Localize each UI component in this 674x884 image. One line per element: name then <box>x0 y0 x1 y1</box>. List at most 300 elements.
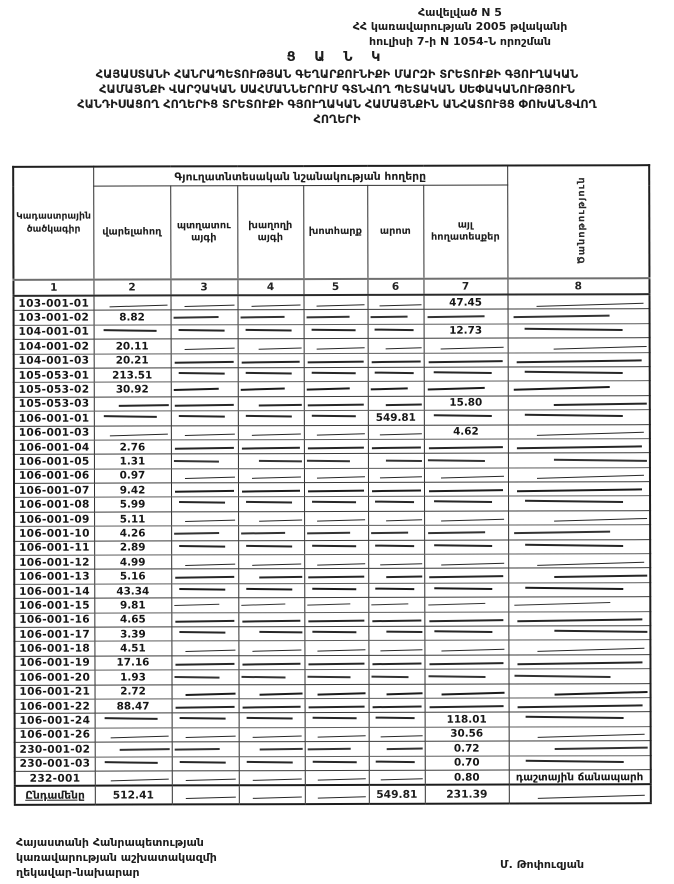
note-cell <box>508 467 650 482</box>
value-cell <box>171 483 238 498</box>
value-cell <box>238 598 304 613</box>
value-cell <box>424 568 508 583</box>
value-cell: 43.34 <box>94 584 171 599</box>
cadastral-code: 106-001-03 <box>14 426 94 441</box>
note-cell: դաշտային ճանապարհ <box>509 770 651 785</box>
value-cell <box>368 367 424 382</box>
cadastral-code: 106-001-24 <box>15 713 95 728</box>
value-cell <box>305 713 369 728</box>
value-cell <box>171 468 238 483</box>
value-cell <box>171 353 238 368</box>
cadastral-code: 106-001-16 <box>14 613 94 628</box>
cadastral-code: 106-001-20 <box>14 670 94 685</box>
other-lands-header: այլ հողատեսքեր <box>423 185 507 279</box>
value-cell <box>368 612 424 627</box>
value-cell <box>305 756 369 771</box>
value-cell <box>368 669 424 684</box>
note-cell <box>508 395 650 410</box>
value-cell <box>171 512 238 527</box>
value-cell <box>369 770 425 785</box>
note-cell <box>509 755 651 770</box>
value-cell: 20.11 <box>94 339 171 354</box>
value-cell <box>368 641 424 656</box>
cadastral-code: 106-001-04 <box>14 440 94 455</box>
total-pasture: 549.81 <box>369 785 425 804</box>
value-cell <box>171 325 238 340</box>
cadastral-code: 106-001-09 <box>14 512 94 527</box>
value-cell <box>304 439 368 454</box>
value-cell <box>368 597 424 612</box>
value-cell <box>304 411 368 426</box>
value-cell <box>95 771 172 786</box>
value-cell: 549.81 <box>368 410 424 425</box>
value-cell <box>304 310 368 325</box>
value-cell <box>238 310 304 325</box>
land-transfer-table <box>12 164 652 806</box>
note-cell <box>509 712 651 727</box>
value-cell <box>239 713 305 728</box>
value-cell <box>305 698 369 713</box>
value-cell <box>305 684 369 699</box>
value-cell <box>424 626 508 641</box>
signatory-line: կառավարության աշխատակազմի <box>16 850 217 864</box>
value-cell <box>368 468 424 483</box>
note-cell <box>509 726 651 741</box>
value-cell <box>304 367 368 382</box>
note-cell <box>509 669 651 684</box>
note-cell <box>508 309 650 324</box>
value-cell <box>368 540 424 555</box>
note-cell <box>508 381 650 396</box>
value-cell <box>368 626 424 641</box>
value-cell <box>304 482 368 497</box>
agricultural-lands-group-header: Գյուղատնտեսական նշանակության հողերը <box>93 166 507 187</box>
value-cell <box>238 295 304 310</box>
value-cell <box>424 367 508 382</box>
value-cell <box>238 555 304 570</box>
annex-line: Հավելված N 5 <box>418 6 502 19</box>
value-cell <box>368 583 424 598</box>
value-cell <box>304 396 368 411</box>
value-cell <box>424 583 508 598</box>
value-cell: 5.99 <box>94 497 171 512</box>
note-cell <box>508 439 650 454</box>
value-cell <box>238 483 304 498</box>
col-number: 2 <box>93 279 170 295</box>
value-cell <box>305 727 369 742</box>
value-cell <box>424 655 508 670</box>
cadastral-code: 232-001 <box>15 771 95 786</box>
value-cell <box>369 713 425 728</box>
value-cell <box>238 526 304 541</box>
value-cell <box>238 382 304 397</box>
value-cell <box>95 713 172 728</box>
col-number: 3 <box>170 279 237 295</box>
value-cell <box>172 771 239 786</box>
value-cell <box>304 554 368 569</box>
value-cell <box>94 295 171 310</box>
value-cell <box>424 482 508 497</box>
value-cell: 20.21 <box>94 353 171 368</box>
value-cell <box>239 727 305 742</box>
value-cell <box>172 727 239 742</box>
cadastral-code: 106-001-21 <box>15 685 95 700</box>
cadastral-code: 104-001-02 <box>14 339 94 354</box>
group-header-row <box>13 165 649 186</box>
signatory-line: Հայաստանի Հանրապետության <box>16 836 204 849</box>
value-cell <box>424 640 508 655</box>
value-cell <box>368 454 424 469</box>
value-cell: 0.80 <box>425 770 509 785</box>
value-cell <box>171 310 238 325</box>
cadastral-code: 106-001-10 <box>14 526 94 541</box>
table-row <box>15 770 651 787</box>
total-note-cell <box>509 784 651 803</box>
column-number-row <box>13 278 649 296</box>
value-cell <box>171 569 238 584</box>
value-cell <box>171 396 238 411</box>
value-cell <box>238 411 304 426</box>
value-cell <box>171 555 238 570</box>
total-other: 231.39 <box>425 785 509 804</box>
hayfield-header: խոտհարք <box>303 185 367 279</box>
signatory-line: ղեկավար-նախարար <box>16 865 140 879</box>
value-cell <box>171 612 238 627</box>
value-cell <box>304 339 368 354</box>
value-cell <box>368 439 424 454</box>
cadastral-code: 103-001-01 <box>14 296 94 311</box>
value-cell <box>424 439 508 454</box>
value-cell <box>238 468 304 483</box>
value-cell <box>304 353 368 368</box>
value-cell <box>425 698 509 713</box>
cadastral-code: 106-001-18 <box>14 641 94 656</box>
value-cell <box>172 742 239 757</box>
value-cell <box>368 482 424 497</box>
cadastral-code: 106-001-05 <box>14 454 94 469</box>
value-cell <box>304 655 368 670</box>
value-cell <box>424 525 508 540</box>
note-cell <box>508 496 650 511</box>
value-cell <box>304 511 368 526</box>
orchard-header: պտղատու այգի <box>170 186 237 280</box>
value-cell <box>238 569 304 584</box>
note-cell <box>508 539 650 554</box>
value-cell <box>368 310 424 325</box>
cadastral-code: 105-053-03 <box>14 397 94 412</box>
value-cell <box>424 453 508 468</box>
value-cell: 12.73 <box>424 324 508 339</box>
value-cell: 9.42 <box>94 483 171 498</box>
note-cell <box>508 597 650 612</box>
total-empty-cell <box>239 785 305 804</box>
value-cell: 15.80 <box>424 396 508 411</box>
note-header-rotated-label: Ծանոթություն <box>576 176 588 264</box>
cadastral-code: 106-001-22 <box>15 699 95 714</box>
note-cell <box>508 424 650 439</box>
arable-header: վարելահող <box>93 186 170 280</box>
annex-line: ՀՀ կառավարության 2005 թվականի <box>352 20 568 34</box>
value-cell <box>238 627 304 642</box>
value-cell <box>171 598 238 613</box>
value-cell <box>95 728 172 743</box>
value-cell: 4.62 <box>424 425 508 440</box>
title-word: Ց Ա Ն Կ <box>286 50 388 65</box>
value-cell <box>171 440 238 455</box>
value-cell <box>304 382 368 397</box>
value-cell <box>304 454 368 469</box>
table-body <box>14 294 651 786</box>
value-cell: 0.70 <box>425 756 509 771</box>
value-cell <box>238 583 304 598</box>
value-cell <box>424 540 508 555</box>
note-cell <box>508 554 650 569</box>
col-number: 1 <box>13 280 93 296</box>
value-cell <box>368 382 424 397</box>
value-cell <box>304 598 368 613</box>
value-cell <box>368 554 424 569</box>
value-cell: 2.76 <box>94 440 171 455</box>
value-cell: 4.51 <box>94 641 171 656</box>
value-cell <box>304 425 368 440</box>
value-cell <box>94 425 171 440</box>
cadastral-code: 106-001-26 <box>15 728 95 743</box>
value-cell <box>239 699 305 714</box>
note-cell <box>509 654 651 669</box>
value-cell <box>238 353 304 368</box>
value-cell <box>239 742 305 757</box>
value-cell: 1.93 <box>94 670 171 685</box>
value-cell <box>369 684 425 699</box>
note-cell <box>508 482 650 497</box>
value-cell <box>369 698 425 713</box>
value-cell <box>305 770 369 785</box>
value-cell <box>94 397 171 412</box>
note-cell <box>508 338 650 353</box>
value-cell <box>369 756 425 771</box>
note-cell <box>509 741 651 756</box>
vineyard-header: խաղողի այգի <box>237 186 303 280</box>
value-cell <box>94 325 171 340</box>
cadastral-code: 106-001-11 <box>14 541 94 556</box>
cadastral-code: 106-001-13 <box>14 570 94 585</box>
note-cell <box>508 525 650 540</box>
value-cell: 1.31 <box>94 454 171 469</box>
cadastral-code: 104-001-01 <box>14 325 94 340</box>
cadastral-code: 106-001-19 <box>14 656 94 671</box>
annex-line: հուլիսի 7-ի N 1054-Ն որոշման <box>369 34 551 48</box>
col-number: 5 <box>303 279 367 295</box>
value-cell <box>171 425 238 440</box>
document-title <box>8 50 666 128</box>
cadastral-code: 106-001-12 <box>14 555 94 570</box>
value-cell <box>172 684 239 699</box>
value-cell <box>171 368 238 383</box>
value-cell <box>171 339 238 354</box>
value-cell <box>95 742 172 757</box>
signature-name: Մ. Թոփուզյան <box>500 858 585 871</box>
value-cell: 5.11 <box>94 512 171 527</box>
cadastral-code: 106-001-17 <box>14 627 94 642</box>
value-cell <box>238 670 304 685</box>
total-empty-cell <box>305 785 369 804</box>
value-cell <box>238 655 304 670</box>
cadastral-code: 106-001-07 <box>14 483 94 498</box>
value-cell: 8.82 <box>94 310 171 325</box>
value-cell <box>424 597 508 612</box>
value-cell <box>368 511 424 526</box>
value-cell: 17.16 <box>94 656 171 671</box>
value-cell <box>304 324 368 339</box>
value-cell <box>95 756 172 771</box>
pasture-header: արոտ <box>367 185 423 279</box>
value-cell: 0.72 <box>425 741 509 756</box>
value-cell <box>304 497 368 512</box>
value-cell <box>369 741 425 756</box>
cadastral-code: 106-001-06 <box>14 469 94 484</box>
value-cell <box>424 554 508 569</box>
value-cell <box>171 641 238 656</box>
note-cell <box>508 367 650 382</box>
col-number: 4 <box>237 279 303 295</box>
value-cell: 47.45 <box>424 295 508 310</box>
value-cell <box>238 439 304 454</box>
value-cell <box>171 497 238 512</box>
value-cell <box>304 569 368 584</box>
note-cell <box>508 323 650 338</box>
value-cell <box>171 670 238 685</box>
value-cell: 4.26 <box>94 526 171 541</box>
title-line: ՀՈՂԵՐԻ <box>313 112 361 126</box>
value-cell <box>238 324 304 339</box>
value-cell: 0.97 <box>94 469 171 484</box>
value-cell: 213.51 <box>94 368 171 383</box>
total-row <box>15 784 651 805</box>
value-cell <box>171 382 238 397</box>
value-cell <box>424 309 508 324</box>
value-cell <box>305 742 369 757</box>
value-cell <box>424 468 508 483</box>
value-cell <box>172 713 239 728</box>
value-cell <box>238 497 304 512</box>
value-cell <box>304 526 368 541</box>
value-cell <box>172 756 239 771</box>
value-cell <box>304 670 368 685</box>
cadastral-code: 105-053-01 <box>14 368 94 383</box>
value-cell <box>304 626 368 641</box>
value-cell <box>368 425 424 440</box>
note-cell <box>508 626 650 641</box>
value-cell: 30.56 <box>425 727 509 742</box>
annex-reference <box>280 6 640 49</box>
value-cell <box>424 497 508 512</box>
value-cell: 4.65 <box>94 613 171 628</box>
note-cell <box>508 453 650 468</box>
total-label: Ընդամենը <box>15 786 95 805</box>
value-cell: 3.39 <box>94 627 171 642</box>
col-number: 7 <box>423 279 507 295</box>
value-cell <box>171 526 238 541</box>
note-cell <box>509 698 651 713</box>
title-line: ՀԱՄԱՅՆՔԻ ՎԱՐՉԱԿԱՆ ՍԱՀՄԱՆՆԵՐՈՒՄ ԳՏՆՎՈՂ ՊԵՏԱԿԱՆ ՍԵՓԱԿԱՆՈՒԹՅՈՒՆ <box>99 82 575 96</box>
value-cell <box>424 353 508 368</box>
cadastral-code: 230-001-03 <box>15 757 95 772</box>
value-cell <box>425 684 509 699</box>
value-cell <box>368 569 424 584</box>
note-cell <box>509 683 651 698</box>
cadastral-code: 106-001-01 <box>14 411 94 426</box>
value-cell <box>424 511 508 526</box>
cadastral-code: 103-001-02 <box>14 311 94 326</box>
note-cell <box>508 294 650 309</box>
value-cell: 2.89 <box>94 541 171 556</box>
value-cell <box>424 410 508 425</box>
value-cell <box>94 411 171 426</box>
value-cell <box>368 324 424 339</box>
value-cell <box>171 540 238 555</box>
cadastral-code: 104-001-03 <box>14 354 94 369</box>
note-cell <box>508 640 650 655</box>
value-cell <box>368 526 424 541</box>
note-cell <box>508 582 650 597</box>
note-cell <box>508 410 650 425</box>
value-cell <box>368 338 424 353</box>
value-cell: 88.47 <box>95 699 172 714</box>
value-cell: 4.99 <box>94 555 171 570</box>
title-line: ՀԱՅԱՍՏԱՆԻ ՀԱՆՐԱՊԵՏՈՒԹՅԱՆ ԳԵՂԱՐՔՈՒՆԻՔԻ ՄԱՐԶԻ ՏՐԵՏՈՒՔԻ ԳՅՈՒՂԱԿԱՆ <box>95 68 579 81</box>
value-cell <box>304 641 368 656</box>
value-cell <box>238 612 304 627</box>
cadastral-code-header: Կադաստրային ծածկագիր <box>13 167 93 280</box>
value-cell <box>171 454 238 469</box>
col-number: 6 <box>367 279 423 295</box>
cadastral-code: 106-001-15 <box>14 598 94 613</box>
note-cell <box>508 352 650 367</box>
value-cell <box>304 540 368 555</box>
value-cell <box>368 396 424 411</box>
value-cell <box>238 641 304 656</box>
value-cell: 5.16 <box>94 569 171 584</box>
value-cell <box>369 727 425 742</box>
value-cell <box>368 295 424 310</box>
value-cell <box>239 770 305 785</box>
note-cell <box>508 511 650 526</box>
value-cell <box>368 353 424 368</box>
table-row <box>15 755 651 771</box>
value-cell <box>424 612 508 627</box>
value-cell <box>171 584 238 599</box>
value-cell <box>171 411 238 426</box>
value-cell: 9.81 <box>94 598 171 613</box>
value-cell <box>368 497 424 512</box>
cadastral-code: 106-001-08 <box>14 498 94 513</box>
value-cell <box>171 295 238 310</box>
note-cell <box>508 611 650 626</box>
value-cell <box>171 656 238 671</box>
value-cell <box>239 756 305 771</box>
value-cell <box>238 339 304 354</box>
value-cell <box>238 511 304 526</box>
value-cell <box>304 468 368 483</box>
note-column-header <box>507 165 649 278</box>
value-cell <box>172 699 239 714</box>
value-cell <box>424 669 508 684</box>
title-line: ՀԱՆԴԻՍԱՑՈՂ ՀՈՂԵՐԻՑ ՏՐԵՏՈՒՔԻ ԳՅՈՒՂԱԿԱՆ ՀԱՄԱՅՆՔԻՆ ԱՆՀԱՏՈՒՅՑ ՓՈԽԱՆՑՎՈՂ <box>77 97 597 111</box>
value-cell <box>171 627 238 642</box>
value-cell: 118.01 <box>425 712 509 727</box>
note-cell <box>508 568 650 583</box>
total-arable: 512.41 <box>95 786 172 805</box>
